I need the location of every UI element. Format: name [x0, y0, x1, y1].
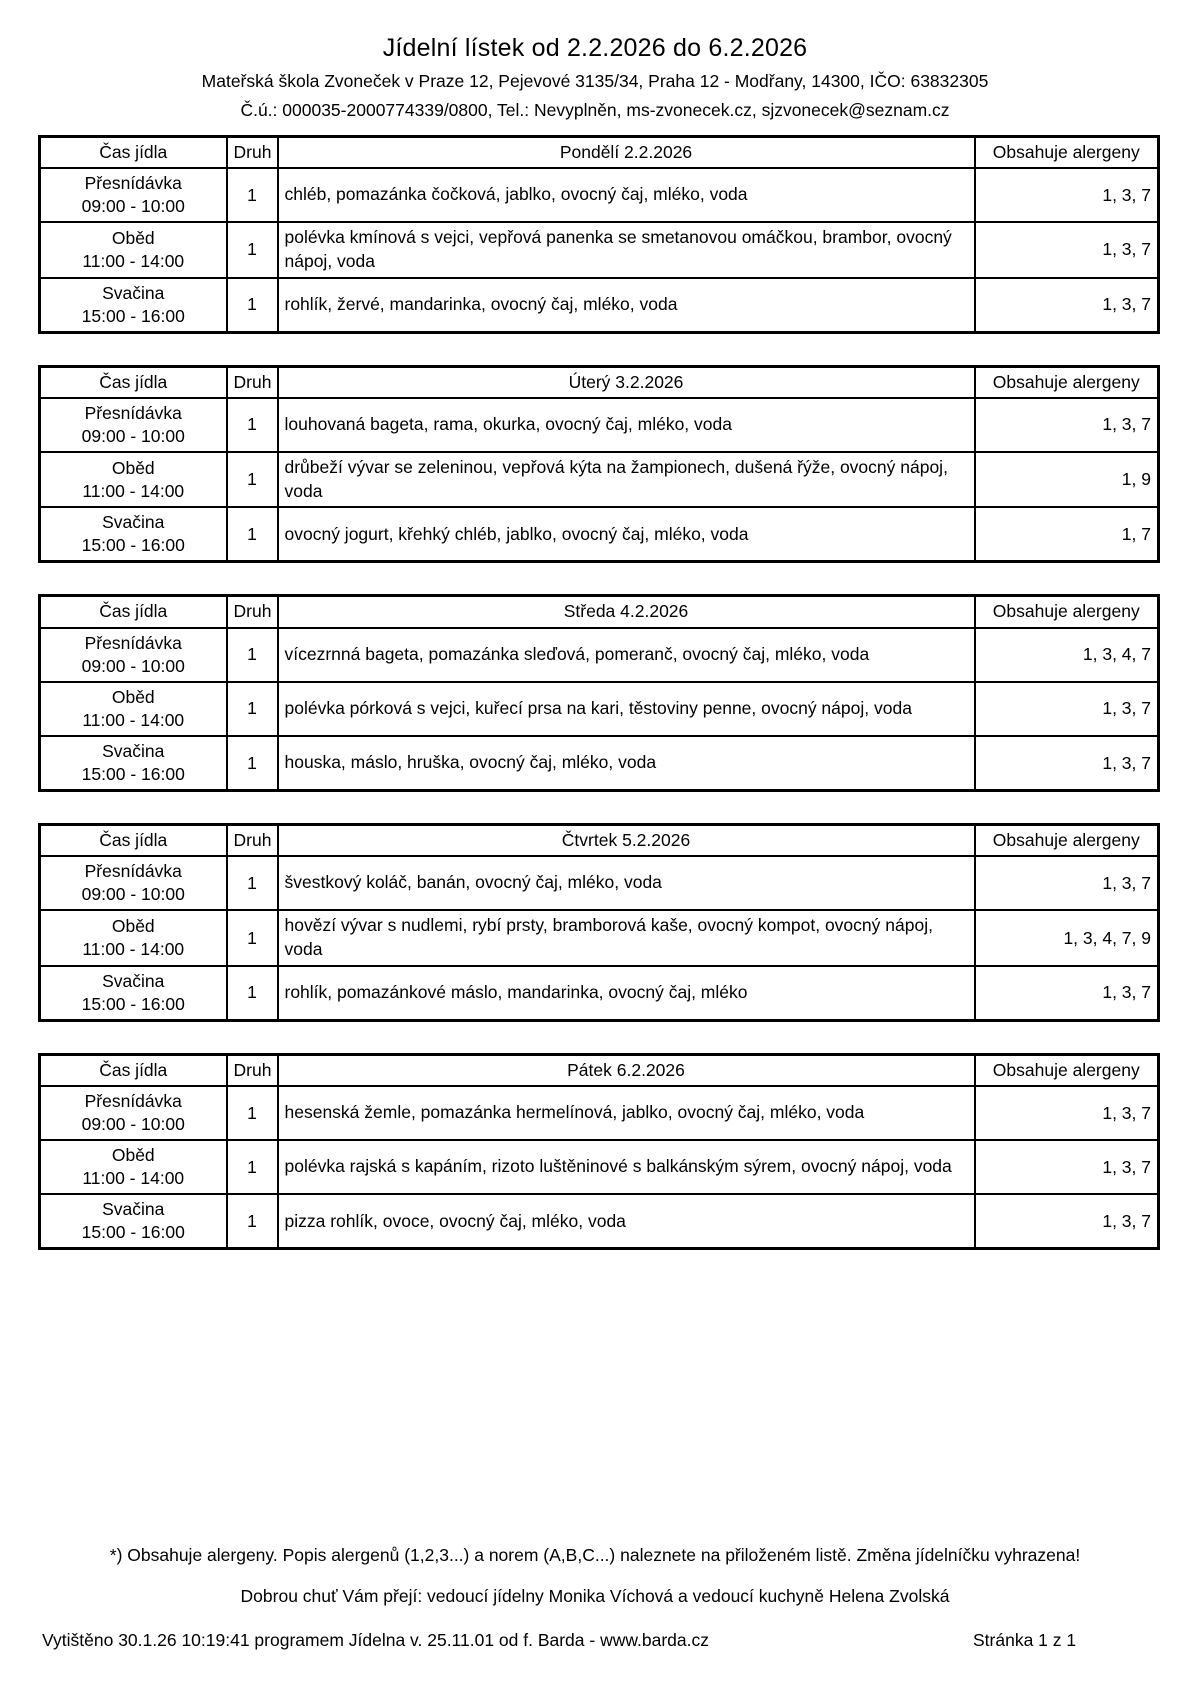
meal-allergens-cell: 1, 9: [975, 452, 1159, 507]
column-header-allergens: Obsahuje alergeny: [975, 1054, 1159, 1086]
meal-time-cell: [40, 1086, 227, 1140]
meal-type-cell: 1: [227, 856, 278, 910]
meal-row: [40, 222, 1159, 277]
meal-row: [40, 856, 1159, 910]
meal-description-cell: hovězí vývar s nudlemi, rybí prsty, bramborová kaše, ovocný kompot, ovocný nápoj, voda: [278, 910, 975, 965]
meal-description-cell: polévka kmínová s vejci, vepřová panenka se smetanovou omáčkou, brambor, ovocný nápoj, voda: [278, 222, 975, 277]
column-header-type: Druh: [227, 366, 278, 398]
meal-description-cell: vícezrnná bageta, pomazánka sleďová, pomeranč, ovocný čaj, mléko, voda: [278, 628, 975, 682]
meal-allergens-cell: 1, 3, 7: [975, 856, 1159, 910]
day-menu-table: [38, 823, 1160, 1022]
meal-description-cell: louhovaná bageta, rama, okurka, ovocný čaj, mléko, voda: [278, 398, 975, 452]
meal-hours: 09:00 - 10:00: [81, 884, 185, 905]
column-header-allergens: Obsahuje alergeny: [975, 825, 1159, 857]
meal-hours: 15:00 - 16:00: [81, 305, 185, 326]
meal-time-cell: [40, 452, 227, 507]
meal-allergens-cell: 1, 3, 7: [975, 1194, 1159, 1249]
meal-allergens-cell: 1, 3, 7: [975, 736, 1159, 791]
meal-description-cell: chléb, pomazánka čočková, jablko, ovocný čaj, mléko, voda: [278, 168, 975, 222]
meal-name: Svačina: [102, 740, 165, 761]
meal-type-cell: 1: [227, 1086, 278, 1140]
day-header-row: [40, 137, 1159, 169]
meal-name: Přesnídávka: [84, 632, 182, 653]
column-header-allergens: Obsahuje alergeny: [975, 366, 1159, 398]
meal-description-cell: houska, máslo, hruška, ovocný čaj, mléko, voda: [278, 736, 975, 791]
day-menu-table: [38, 1053, 1160, 1251]
meal-time-cell: [40, 398, 227, 452]
meal-row: [40, 628, 1159, 682]
meal-allergens-cell: 1, 3, 7: [975, 966, 1159, 1021]
meal-row: [40, 278, 1159, 333]
meal-type-cell: 1: [227, 222, 278, 277]
day-header-row: [40, 825, 1159, 857]
school-contact-line: Č.ú.: 000035-2000774339/0800, Tel.: Nevyplněn, ms-zvonecek.cz, sjzvonecek@seznam.cz: [240, 100, 950, 120]
day-title: Pátek 6.2.2026: [278, 1054, 975, 1086]
meal-type-cell: 1: [227, 278, 278, 333]
meal-row: [40, 966, 1159, 1021]
column-header-type: Druh: [227, 596, 278, 628]
page-number: Stránka 1 z 1: [973, 1630, 1077, 1650]
meal-description-cell: hesenská žemle, pomazánka hermelínová, jablko, ovocný čaj, mléko, voda: [278, 1086, 975, 1140]
meal-row: [40, 736, 1159, 791]
day-menu-table: [38, 594, 1160, 792]
day-header-row: [40, 596, 1159, 628]
meal-name: Svačina: [102, 970, 165, 991]
meal-type-cell: 1: [227, 168, 278, 222]
meal-type-cell: 1: [227, 398, 278, 452]
meal-allergens-cell: 1, 3, 7: [975, 1086, 1159, 1140]
page-title: Jídelní lístek od 2.2.2026 do 6.2.2026: [382, 34, 808, 62]
meal-time-cell: [40, 507, 227, 562]
meal-type-cell: 1: [227, 966, 278, 1021]
column-header-allergens: Obsahuje alergeny: [975, 137, 1159, 169]
meal-row: [40, 507, 1159, 562]
meal-type-cell: 1: [227, 682, 278, 736]
printed-info: Vytištěno 30.1.26 10:19:41 programem Jídelna v. 25.11.01 od f. Barda - www.barda.cz: [42, 1630, 710, 1650]
meal-name: Oběd: [111, 686, 155, 707]
meal-type-cell: 1: [227, 1140, 278, 1194]
meal-type-cell: 1: [227, 1194, 278, 1249]
meal-row: [40, 398, 1159, 452]
meal-hours: 09:00 - 10:00: [81, 1114, 185, 1134]
meal-time-cell: [40, 856, 227, 910]
column-header-meal-time: Čas jídla: [40, 596, 227, 628]
meal-hours: 15:00 - 16:00: [81, 1222, 185, 1243]
meal-name: Přesnídávka: [84, 1090, 182, 1111]
meal-name: Oběd: [111, 1145, 155, 1166]
meal-allergens-cell: 1, 3, 7: [975, 682, 1159, 736]
day-menu-table: [38, 365, 1160, 564]
meal-description-cell: rohlík, žervé, mandarinka, ovocný čaj, mléko, voda: [278, 278, 975, 333]
meal-hours: 09:00 - 10:00: [81, 196, 185, 217]
column-header-meal-time: Čas jídla: [40, 366, 227, 398]
day-title: Středa 4.2.2026: [278, 596, 975, 628]
meal-row: [40, 452, 1159, 507]
meal-hours: 15:00 - 16:00: [81, 535, 185, 556]
meal-time-cell: [40, 628, 227, 682]
meal-allergens-cell: 1, 3, 7: [975, 278, 1159, 333]
meal-hours: 11:00 - 14:00: [82, 250, 185, 271]
meal-time-cell: [40, 222, 227, 277]
meal-time-cell: [40, 736, 227, 791]
meal-time-cell: [40, 168, 227, 222]
meal-hours: 15:00 - 16:00: [81, 993, 185, 1014]
menu-tables: [0, 135, 1190, 1250]
meal-description-cell: rohlík, pomazánkové máslo, mandarinka, ovocný čaj, mléko: [278, 966, 975, 1021]
meal-type-cell: 1: [227, 628, 278, 682]
day-header-row: [40, 366, 1159, 398]
column-header-type: Druh: [227, 137, 278, 169]
meal-type-cell: 1: [227, 736, 278, 791]
meal-allergens-cell: 1, 3, 7: [975, 398, 1159, 452]
wish-note: Dobrou chuť Vám přejí: vedoucí jídelny Monika Víchová a vedoucí kuchyně Helena Zvolská: [240, 1586, 950, 1606]
allergen-note: *) Obsahuje alergeny. Popis alergenů (1,2,3...) a norem (A,B,C...) naleznete na přiloženém listě. Změna jídelníčku vyhrazena!: [109, 1545, 1081, 1565]
meal-description-cell: polévka pórková s vejci, kuřecí prsa na kari, těstoviny penne, ovocný nápoj, voda: [278, 682, 975, 736]
meal-hours: 09:00 - 10:00: [81, 425, 185, 446]
meal-name: Oběd: [111, 915, 155, 936]
day-title: Pondělí 2.2.2026: [278, 137, 975, 169]
meal-type-cell: 1: [227, 507, 278, 562]
meal-row: [40, 1086, 1159, 1140]
column-header-meal-time: Čas jídla: [40, 1054, 227, 1086]
meal-row: [40, 682, 1159, 736]
meal-row: [40, 910, 1159, 965]
meal-allergens-cell: 1, 7: [975, 507, 1159, 562]
day-title: Čtvrtek 5.2.2026: [278, 825, 975, 857]
column-header-type: Druh: [227, 1054, 278, 1086]
day-title: Úterý 3.2.2026: [278, 366, 975, 398]
day-header-row: [40, 1054, 1159, 1086]
meal-time-cell: [40, 682, 227, 736]
column-header-meal-time: Čas jídla: [40, 137, 227, 169]
meal-name: Oběd: [111, 457, 155, 478]
meal-time-cell: [40, 966, 227, 1021]
meal-hours: 15:00 - 16:00: [81, 764, 185, 784]
meal-name: Svačina: [102, 1199, 165, 1220]
meal-row: [40, 168, 1159, 222]
meal-description-cell: ovocný jogurt, křehký chléb, jablko, ovocný čaj, mléko, voda: [278, 507, 975, 562]
meal-allergens-cell: 1, 3, 4, 7: [975, 628, 1159, 682]
meal-type-cell: 1: [227, 452, 278, 507]
meal-description-cell: švestkový koláč, banán, ovocný čaj, mléko, voda: [278, 856, 975, 910]
meal-allergens-cell: 1, 3, 4, 7, 9: [975, 910, 1159, 965]
meal-name: Svačina: [102, 282, 165, 303]
meal-row: [40, 1140, 1159, 1194]
meal-hours: 09:00 - 10:00: [81, 655, 185, 676]
meal-allergens-cell: 1, 3, 7: [975, 1140, 1159, 1194]
column-header-allergens: Obsahuje alergeny: [975, 596, 1159, 628]
meal-description-cell: drůbeží vývar se zeleninou, vepřová kýta na žampionech, dušená řýže, ovocný nápoj, voda: [278, 452, 975, 507]
meal-time-cell: [40, 1194, 227, 1249]
meal-name: Přesnídávka: [84, 402, 182, 423]
meal-name: Svačina: [102, 512, 165, 533]
meal-time-cell: [40, 910, 227, 965]
meal-hours: 11:00 - 14:00: [82, 1168, 185, 1189]
meal-description-cell: pizza rohlík, ovoce, ovocný čaj, mléko, voda: [278, 1194, 975, 1249]
column-header-meal-time: Čas jídla: [40, 825, 227, 857]
meal-time-cell: [40, 278, 227, 333]
meal-description-cell: polévka rajská s kapáním, rizoto luštěninové s balkánským sýrem, ovocný nápoj, voda: [278, 1140, 975, 1194]
meal-hours: 11:00 - 14:00: [82, 480, 185, 501]
meal-allergens-cell: 1, 3, 7: [975, 222, 1159, 277]
day-menu-table: [38, 135, 1160, 334]
meal-hours: 11:00 - 14:00: [82, 939, 185, 959]
meal-type-cell: 1: [227, 910, 278, 965]
meal-name: Oběd: [111, 227, 155, 248]
meal-allergens-cell: 1, 3, 7: [975, 168, 1159, 222]
column-header-type: Druh: [227, 825, 278, 857]
meal-name: Přesnídávka: [84, 861, 182, 882]
meal-time-cell: [40, 1140, 227, 1194]
meal-hours: 11:00 - 14:00: [82, 709, 185, 730]
school-address-line: Mateřská škola Zvoneček v Praze 12, Pejevové 3135/34, Praha 12 - Modřany, 14300, IČO: 63832305: [201, 71, 989, 91]
meal-name: Přesnídávka: [84, 173, 182, 194]
meal-row: [40, 1194, 1159, 1249]
